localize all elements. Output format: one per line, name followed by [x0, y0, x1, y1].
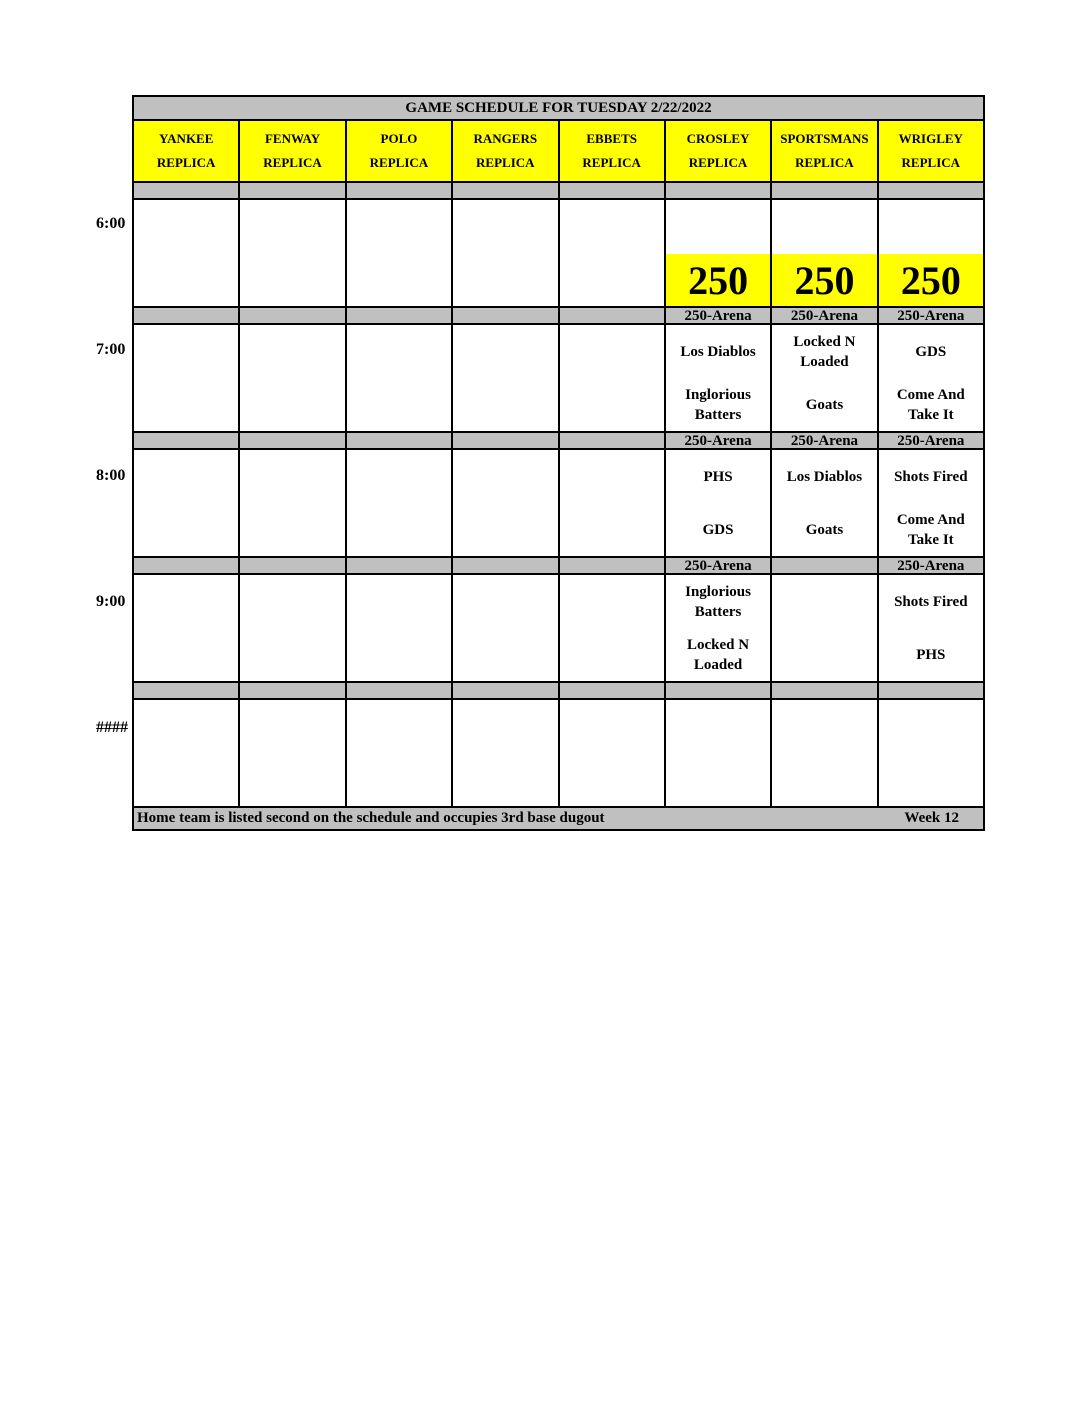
game-cell	[772, 325, 878, 431]
home-team: Come And Take It	[896, 511, 965, 548]
week-label: Week 12	[904, 810, 959, 826]
field-header-wrigley: WRIGLEY REPLICA	[898, 131, 963, 170]
arena-label-wrigley-900: 250-Arena	[897, 558, 965, 573]
arena-label-crosley-900: 250-Arena	[666, 558, 772, 573]
separator-700	[134, 308, 983, 325]
field-header-yankee: YANKEE REPLICA	[134, 121, 240, 181]
field-header-rangers: RANGERS REPLICA	[453, 121, 559, 181]
away-team: PHS	[703, 468, 733, 485]
game-cell	[666, 450, 772, 556]
time-label-700: 7:00	[96, 341, 126, 358]
field-header-polo: POLO REPLICA	[347, 121, 453, 181]
arena-label-sportsmans-700: 250-Arena	[772, 308, 878, 323]
home-team: Goats	[805, 396, 844, 413]
away-team: Los Diablos	[786, 468, 863, 485]
separator-600	[134, 183, 983, 200]
game-cell	[879, 325, 983, 431]
away-team: Shots Fired	[894, 593, 968, 610]
home-team: Inglorious Batters	[685, 386, 751, 423]
arena-label-wrigley-800: 250-Arena	[897, 433, 965, 448]
away-team: GDS	[915, 343, 947, 360]
capacity-sportsmans: 250	[772, 254, 876, 306]
home-team: Goats	[805, 521, 844, 538]
home-team-note: Home team is listed second on the schedule and occupies 3rd base dugout	[137, 810, 605, 826]
schedule-sheet	[132, 95, 985, 831]
time-label-900: 9:00	[96, 593, 126, 610]
separator-900	[134, 558, 983, 575]
arena-label-wrigley-700: 250-Arena	[897, 308, 965, 323]
capacity-wrigley: 250	[879, 254, 983, 306]
home-team: Locked N Loaded	[687, 636, 750, 673]
slot-row-900	[134, 575, 983, 683]
away-team: Los Diablos	[680, 343, 756, 360]
home-team: GDS	[702, 521, 734, 538]
away-team: Shots Fired	[894, 468, 968, 485]
field-header-fenway: FENWAY REPLICA	[240, 121, 346, 181]
separator-extra	[134, 683, 983, 700]
game-cell	[879, 575, 983, 681]
home-team: PHS	[916, 646, 946, 663]
slot-row-700	[134, 325, 983, 433]
separator-800	[134, 433, 983, 450]
arena-label-crosley-700: 250-Arena	[666, 308, 772, 323]
slot-row-800	[134, 450, 983, 558]
game-cell	[879, 450, 983, 556]
away-team: Locked N Loaded	[793, 333, 856, 370]
time-label-600: 6:00	[96, 215, 126, 232]
game-cell	[666, 575, 772, 681]
slot-row-600	[134, 200, 983, 308]
time-label-extra: ####	[96, 719, 128, 736]
away-team: Inglorious Batters	[685, 583, 751, 620]
game-cell	[772, 450, 878, 556]
schedule-title: GAME SCHEDULE FOR TUESDAY 2/22/2022	[134, 97, 983, 121]
home-team: Come And Take It	[896, 386, 965, 423]
schedule-footer	[134, 808, 983, 829]
field-header-row	[134, 121, 983, 183]
slot-row-extra	[134, 700, 983, 808]
arena-label-sportsmans-800: 250-Arena	[772, 433, 878, 448]
game-cell	[666, 325, 772, 431]
field-header-crosley: CROSLEY REPLICA	[666, 121, 772, 181]
arena-label-crosley-800: 250-Arena	[666, 433, 772, 448]
field-header-ebbets: EBBETS REPLICA	[560, 121, 666, 181]
capacity-crosley: 250	[666, 254, 770, 306]
time-label-800: 8:00	[96, 467, 126, 484]
field-header-sportsmans: SPORTSMANS REPLICA	[772, 121, 878, 181]
